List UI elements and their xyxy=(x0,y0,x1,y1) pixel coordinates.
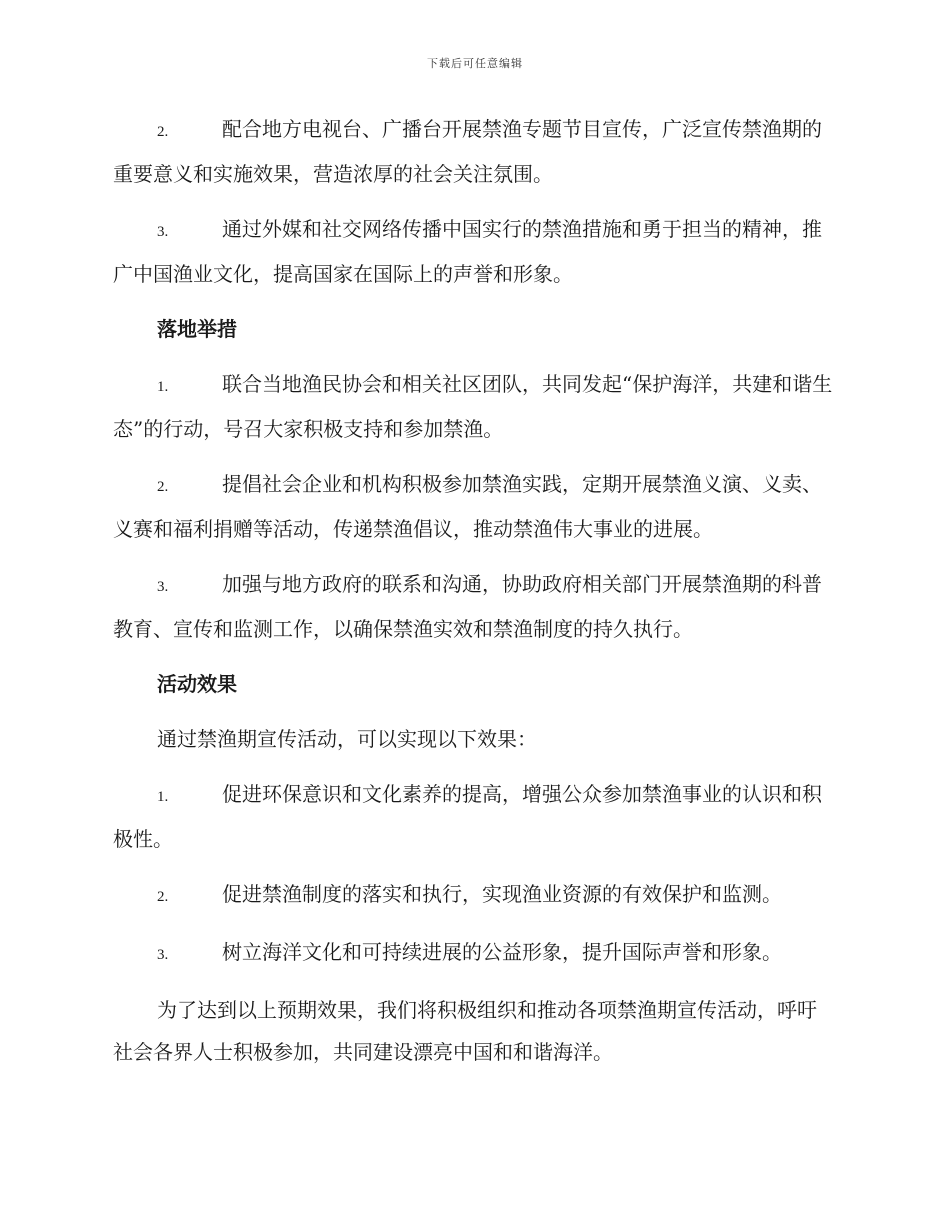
item-number: 1. xyxy=(157,789,169,805)
item-number: 3. xyxy=(157,224,169,240)
header-note: 下载后可任意编辑 xyxy=(427,57,523,70)
list-item xyxy=(113,108,835,195)
item-text: 加强与地方政府的联系和沟通，协助政府相关部门开展禁渔期的科普教育、宣传和监测工作，以确保禁渔实效和禁渔制度的持久执行。 xyxy=(113,572,822,641)
item-text: 促进环保意识和文化素养的提高，增强公众参加禁渔事业的认识和积极性。 xyxy=(113,782,822,851)
list-item xyxy=(113,208,835,295)
item-number: 3. xyxy=(157,947,169,963)
item-text: 通过外媒和社交网络传播中国实行的禁渔措施和勇于担当的精神，推广中国渔业文化，提高国家在国际上的声誉和形象。 xyxy=(113,217,822,286)
item-text: 促进禁渔制度的落实和执行，实现渔业资源的有效保护和监测。 xyxy=(222,882,782,906)
item-number: 2. xyxy=(157,124,169,140)
closing-paragraph: 为了达到以上预期效果，我们将积极组织和推动各项禁渔期宣传活动，呼吁社会各界人士积极参加，共同建设漂亮中国和和谐海洋。 xyxy=(113,998,817,1064)
list-item xyxy=(113,563,835,650)
list-item xyxy=(113,873,835,918)
item-number: 3. xyxy=(157,579,169,595)
item-text: 树立海洋文化和可持续进展的公益形象，提升国际声誉和形象。 xyxy=(222,940,782,964)
document-body xyxy=(113,108,835,1086)
section-heading-effects: 活动效果 xyxy=(157,672,237,696)
item-number: 2. xyxy=(157,479,169,495)
list-item xyxy=(113,931,835,976)
item-number: 1. xyxy=(157,379,169,395)
list-item xyxy=(113,463,835,550)
section-heading-measures: 落地举措 xyxy=(157,317,237,341)
list-item xyxy=(113,773,835,860)
item-number: 2. xyxy=(157,889,169,905)
item-text: 联合当地渔民协会和相关社区团队，共同发起“保护海洋，共建和谐生态”的行动，号召大家积极支持和参加禁渔。 xyxy=(113,372,833,441)
list-item xyxy=(113,363,835,450)
effects-intro: 通过禁渔期宣传活动，可以实现以下效果： xyxy=(157,727,537,751)
item-text: 配合地方电视台、广播台开展禁渔专题节目宣传，广泛宣传禁渔期的重要意义和实施效果，营造浓厚的社会关注氛围。 xyxy=(113,117,822,186)
item-text: 提倡社会企业和机构积极参加禁渔实践，定期开展禁渔义演、义卖、义赛和福利捐赠等活动，传递禁渔倡议，推动禁渔伟大事业的进展。 xyxy=(113,472,822,541)
